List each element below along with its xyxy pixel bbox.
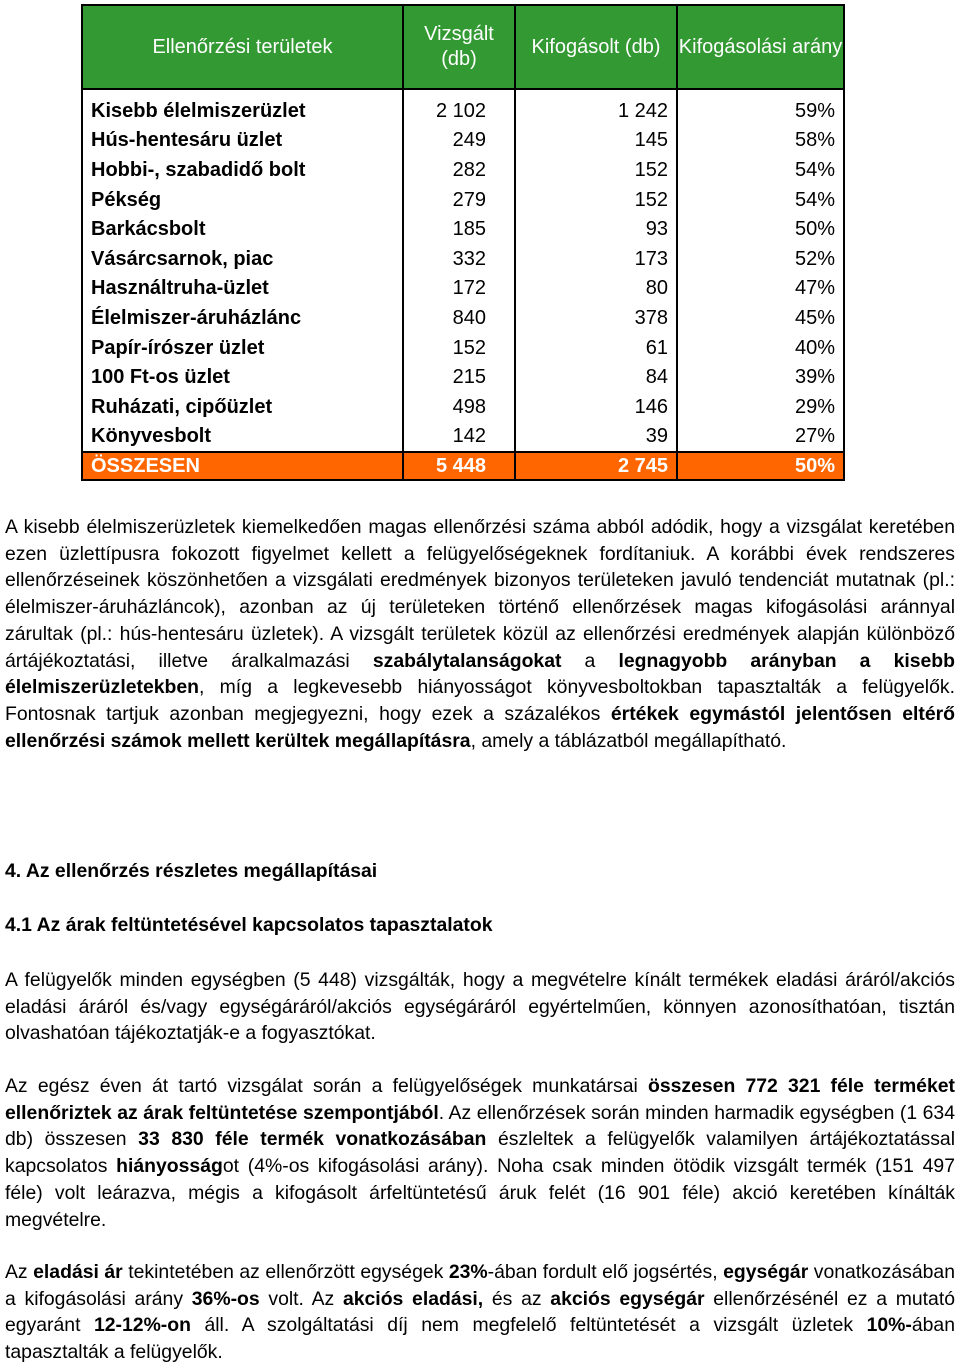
text-run: A felügyelők minden egységben (5 448) vizsgálták, hogy a megvételre kínált termékek eladási áráról/akciós eladási áráról és/vagy egységáráról/akciós egységáráról egyértelműen, könnyen azonosíthatóan, tisztán olvashatóan tájékoztatják-e a fogyasztókat.: [5, 969, 955, 1045]
bold-text: legnagyobb arányban a kisebb élelmiszerüzletekben: [5, 649, 955, 699]
inspection-results-table: [81, 4, 845, 481]
total-objected: 2 745: [515, 452, 677, 480]
row-objected: 146: [515, 392, 677, 422]
bold-text: akciós eladási,: [342, 1287, 484, 1310]
row-objected: 80: [515, 274, 677, 304]
text-run: volt. Az: [259, 1287, 343, 1310]
paragraph-table-summary: [5, 514, 955, 754]
row-objected: 173: [515, 244, 677, 274]
row-area: Használtruha-üzlet: [82, 274, 403, 304]
row-inspected: 840: [403, 303, 515, 333]
bold-text: eladási ár: [33, 1261, 123, 1283]
row-objected: 152: [515, 185, 677, 215]
table-row: [82, 89, 844, 126]
paragraph-violation-rates: [5, 1259, 955, 1366]
text-run: vonatkozásában a kifogásolási arány: [5, 1261, 955, 1310]
text-run: ában tapasztalták a felügyelők.: [5, 1314, 955, 1364]
row-area: Kisebb élelmiszerüzlet: [82, 89, 403, 126]
bold-text: 10%-: [866, 1314, 912, 1337]
table-row: [82, 126, 844, 156]
table-row: [82, 274, 844, 304]
bold-text: szabálytalanságokat: [372, 649, 562, 672]
row-area: Ruházati, cipőüzlet: [82, 392, 403, 422]
text-run: Az: [5, 1261, 34, 1283]
table-row: [82, 244, 844, 274]
table-row: [82, 422, 844, 453]
table-row: [82, 333, 844, 363]
row-inspected: 172: [403, 274, 515, 304]
text-run: ot (4%-os kifogásolási arány). Noha csak minden ötödik vizsgált termék (151 497 féle) volt leárazva, mégis a kifogásolt árfeltüntetésű áruk felét (16 901 féle) akció keretében kínálták megvételre.: [5, 1155, 955, 1231]
row-inspected: 279: [403, 185, 515, 215]
header-area: Ellenőrzési területek: [82, 5, 403, 89]
row-ratio: 45%: [677, 303, 844, 333]
total-inspected: 5 448: [403, 452, 515, 480]
bold-text: 12-12%-on: [93, 1314, 191, 1337]
table-row: [82, 155, 844, 185]
table-row: [82, 392, 844, 422]
bold-text: egységár: [723, 1261, 809, 1283]
row-inspected: 185: [403, 214, 515, 244]
table-row: [82, 362, 844, 392]
row-area: Könyvesbolt: [82, 422, 403, 453]
row-ratio: 40%: [677, 333, 844, 363]
header-objected: Kifogásolt (db): [515, 5, 677, 89]
row-area: Pékség: [82, 185, 403, 215]
text-run: Az egész éven át tartó vizsgálat során a felügyelőségek munkatársai: [5, 1075, 648, 1097]
row-objected: 93: [515, 214, 677, 244]
row-inspected: 2 102: [403, 89, 515, 126]
bold-text: hiányosság: [116, 1155, 223, 1178]
row-ratio: 59%: [677, 89, 844, 126]
row-inspected: 215: [403, 362, 515, 392]
text-run: . Az ellenőrzések során minden harmadik egységben (1 634 db) összesen: [5, 1101, 956, 1151]
bold-text: összesen 772 321 féle terméket ellenőriztek az árak feltüntetése szempontjából: [5, 1075, 955, 1124]
row-area: Barkácsbolt: [82, 214, 403, 244]
text-run: A kisebb élelmiszerüzletek kiemelkedően magas ellenőrzési száma abból adódik, hogy a vizsgálat keretében ezen üzlettípusra fokozott figyelmet kellett a felügyelőségeknek fordítaniuk. A korábbi évek rendszeres ellenőrzéseinek köszönhetően a vizsgálati eredmények bizonyos területeken javuló tendenciát mutatnak (pl.: élelmiszer-áruházláncok), azonban az új területeken történő ellenőrzések magas kifogásolási aránnyal zárultak (pl.: hús-hentesáru üzletek). A vizsgált területek közül az ellenőrzési eredmények alapján különböző ártájékoztatási, illetve áralkalmazási: [5, 516, 955, 672]
row-objected: 152: [515, 155, 677, 185]
section-heading-4-1: 4.1 Az árak feltüntetésével kapcsolatos tapasztalatok: [5, 914, 493, 936]
text-run: , míg a legkevesebb hiányosságot könyvesboltokban tapasztalták a felügyelők. Fontosnak tartjuk azonban megjegyezni, hogy ezek a százalékos: [5, 676, 955, 725]
row-objected: 61: [515, 333, 677, 363]
text-run: ellenőrzésénél ez a mutató egyaránt: [5, 1287, 955, 1337]
row-inspected: 332: [403, 244, 515, 274]
row-area: Vásárcsarnok, piac: [82, 244, 403, 274]
row-ratio: 54%: [677, 155, 844, 185]
row-ratio: 58%: [677, 126, 844, 156]
text-run: áll. A szolgáltatási díj nem megfelelő feltüntetését a vizsgált üzletek: [190, 1314, 867, 1337]
row-ratio: 29%: [677, 392, 844, 422]
row-objected: 84: [515, 362, 677, 392]
total-ratio: 50%: [677, 452, 844, 480]
row-area: Hús-hentesáru üzlet: [82, 126, 403, 156]
text-run: a: [561, 649, 619, 672]
row-objected: 378: [515, 303, 677, 333]
row-inspected: 249: [403, 126, 515, 156]
table-header-row: [82, 5, 844, 89]
row-ratio: 39%: [677, 362, 844, 392]
bold-text: 33 830 féle termék vonatkozásában: [138, 1128, 487, 1151]
row-objected: 145: [515, 126, 677, 156]
row-inspected: 142: [403, 422, 515, 453]
row-ratio: 50%: [677, 214, 844, 244]
paragraph-annual-inspection: [5, 1073, 955, 1233]
text-run: észleltek a felügyelők valamilyen ártájékoztatással kapcsolatos: [5, 1128, 956, 1178]
header-inspected: Vizsgált (db): [403, 5, 515, 89]
row-ratio: 54%: [677, 185, 844, 215]
table-row: [82, 303, 844, 333]
text-run: tekintetében az ellenőrzött egységek: [122, 1261, 449, 1283]
row-area: 100 Ft-os üzlet: [82, 362, 403, 392]
row-ratio: 47%: [677, 274, 844, 304]
row-area: Élelmiszer-áruházlánc: [82, 303, 403, 333]
table-row: [82, 214, 844, 244]
text-run: , amely a táblázatból megállapítható.: [470, 729, 787, 752]
row-objected: 39: [515, 422, 677, 453]
row-ratio: 52%: [677, 244, 844, 274]
bold-text: 23%: [448, 1261, 488, 1283]
row-area: Papír-írószer üzlet: [82, 333, 403, 363]
section-heading-4: 4. Az ellenőrzés részletes megállapításai: [5, 860, 378, 882]
row-inspected: 498: [403, 392, 515, 422]
bold-text: értékek egymástól jelentősen eltérő ellenőrzési számok mellett kerültek megállapításra: [5, 702, 955, 752]
bold-text: akciós egységár: [550, 1287, 705, 1310]
row-objected: 1 242: [515, 89, 677, 126]
text-run: és az: [483, 1287, 551, 1310]
table-row: [82, 185, 844, 215]
row-area: Hobbi-, szabadidő bolt: [82, 155, 403, 185]
row-ratio: 27%: [677, 422, 844, 453]
header-ratio: Kifogásolási arány: [677, 5, 844, 89]
text-run: -ában fordult elő jogsértés,: [487, 1261, 724, 1283]
paragraph-price-display: [5, 967, 955, 1047]
bold-text: 36%-os: [191, 1287, 260, 1310]
total-row: [82, 452, 844, 480]
total-label: ÖSSZESEN: [82, 452, 403, 480]
row-inspected: 282: [403, 155, 515, 185]
row-inspected: 152: [403, 333, 515, 363]
